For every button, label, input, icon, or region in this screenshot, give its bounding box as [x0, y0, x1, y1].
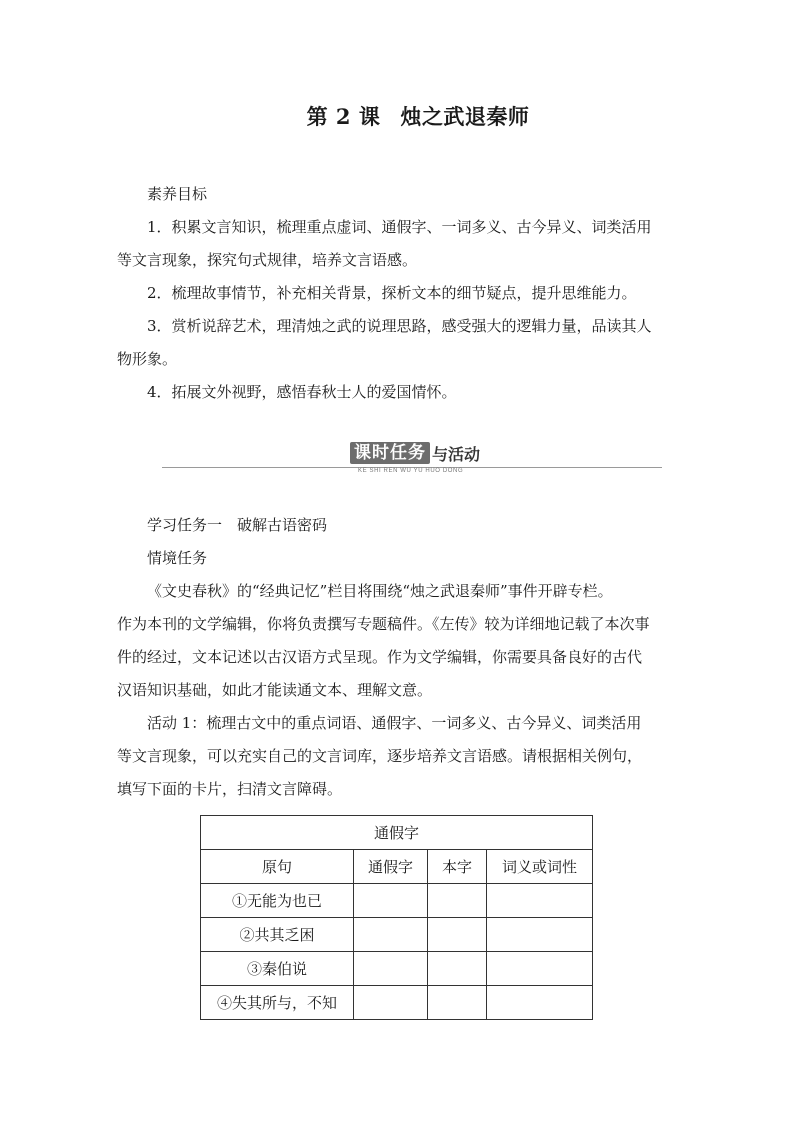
section-banner	[162, 436, 662, 476]
goals-section	[117, 178, 679, 409]
header-tongjiazi: 通假字	[354, 850, 428, 884]
table-caption: 通假字	[201, 816, 593, 850]
table-row	[201, 884, 593, 918]
lesson-name: 烛之武退秦师	[400, 104, 530, 129]
row-1-meaning-cell[interactable]	[487, 884, 593, 918]
row-3-meaning-cell[interactable]	[487, 952, 593, 986]
header-original-sentence: 原句	[201, 850, 354, 884]
table-row	[201, 952, 593, 986]
banner-boxed-text: 课时任务	[350, 442, 430, 464]
header-benzi: 本字	[428, 850, 487, 884]
goal-item-4: 4．拓展文外视野，感悟春秋士人的爱国情怀。	[147, 383, 457, 401]
row-3-tongjiazi-cell[interactable]	[354, 952, 428, 986]
row-3-benzi-cell[interactable]	[428, 952, 487, 986]
task-paragraph-line-4: 汉语知识基础，如此才能读通文本、理解文意。	[117, 681, 433, 699]
row-2-meaning-cell[interactable]	[487, 918, 593, 952]
banner-title	[350, 442, 480, 464]
table-row	[201, 918, 593, 952]
row-2-tongjiazi-cell[interactable]	[354, 918, 428, 952]
row-1-sentence: ①无能为也已	[201, 884, 354, 918]
goal-item-3-line-2: 物形象。	[117, 350, 178, 368]
task-paragraph-line-1: 《文史春秋》的“经典记忆”栏目将围绕“烛之武退秦师”事件开辟专栏。	[147, 582, 613, 600]
lesson-title	[0, 101, 794, 131]
row-3-sentence: ③秦伯说	[201, 952, 354, 986]
task-subheading: 情境任务	[147, 549, 208, 567]
lesson-number: 第 2 课	[306, 104, 381, 129]
table-row	[201, 986, 593, 1020]
task-section	[117, 509, 679, 806]
row-1-tongjiazi-cell[interactable]	[354, 884, 428, 918]
goal-item-3-line-1: 3．赏析说辞艺术，理清烛之武的说理思路，感受强大的逻辑力量，品读其人	[147, 317, 652, 335]
table-header-row	[201, 850, 593, 884]
goal-item-2: 2．梳理故事情节，补充相关背景，探析文本的细节疑点，提升思维能力。	[147, 284, 637, 302]
activity-line-2: 等文言现象，可以充实自己的文言词库，逐步培养文言语感。请根据相关例句，	[117, 747, 643, 765]
activity-line-1: 活动 1：梳理古文中的重点词语、通假字、一词多义、古今异义、词类活用	[147, 714, 642, 732]
row-4-tongjiazi-cell[interactable]	[354, 986, 428, 1020]
activity-line-3: 填写下面的卡片，扫清文言障碍。	[117, 780, 343, 798]
table-caption-row	[201, 816, 593, 850]
row-2-benzi-cell[interactable]	[428, 918, 487, 952]
goals-heading: 素养目标	[147, 185, 208, 203]
goal-item-1-line-1: 1．积累文言知识，梳理重点虚词、通假字、一词多义、古今异义、词类活用	[147, 218, 652, 236]
task-heading: 学习任务一 破解古语密码	[147, 516, 328, 534]
goal-item-1-line-2: 等文言现象，探究句式规律，培养文言语感。	[117, 251, 418, 269]
row-4-meaning-cell[interactable]	[487, 986, 593, 1020]
row-2-sentence: ②共其乏困	[201, 918, 354, 952]
banner-plain-text: 与活动	[432, 444, 481, 464]
row-4-sentence: ④失其所与，不知	[201, 986, 354, 1020]
banner-pinyin: KE SHI REN WU YU HUO DONG	[358, 468, 464, 474]
task-paragraph-line-2: 作为本刊的文学编辑，你将负责撰写专题稿件。《左传》较为详细地记载了本次事	[117, 615, 650, 633]
row-4-benzi-cell[interactable]	[428, 986, 487, 1020]
tongjiazi-card-table	[200, 815, 593, 1020]
header-meaning: 词义或词性	[487, 850, 593, 884]
row-1-benzi-cell[interactable]	[428, 884, 487, 918]
task-paragraph-line-3: 件的经过，文本记述以古汉语方式呈现。作为文学编辑，你需要具备良好的古代	[117, 648, 643, 666]
